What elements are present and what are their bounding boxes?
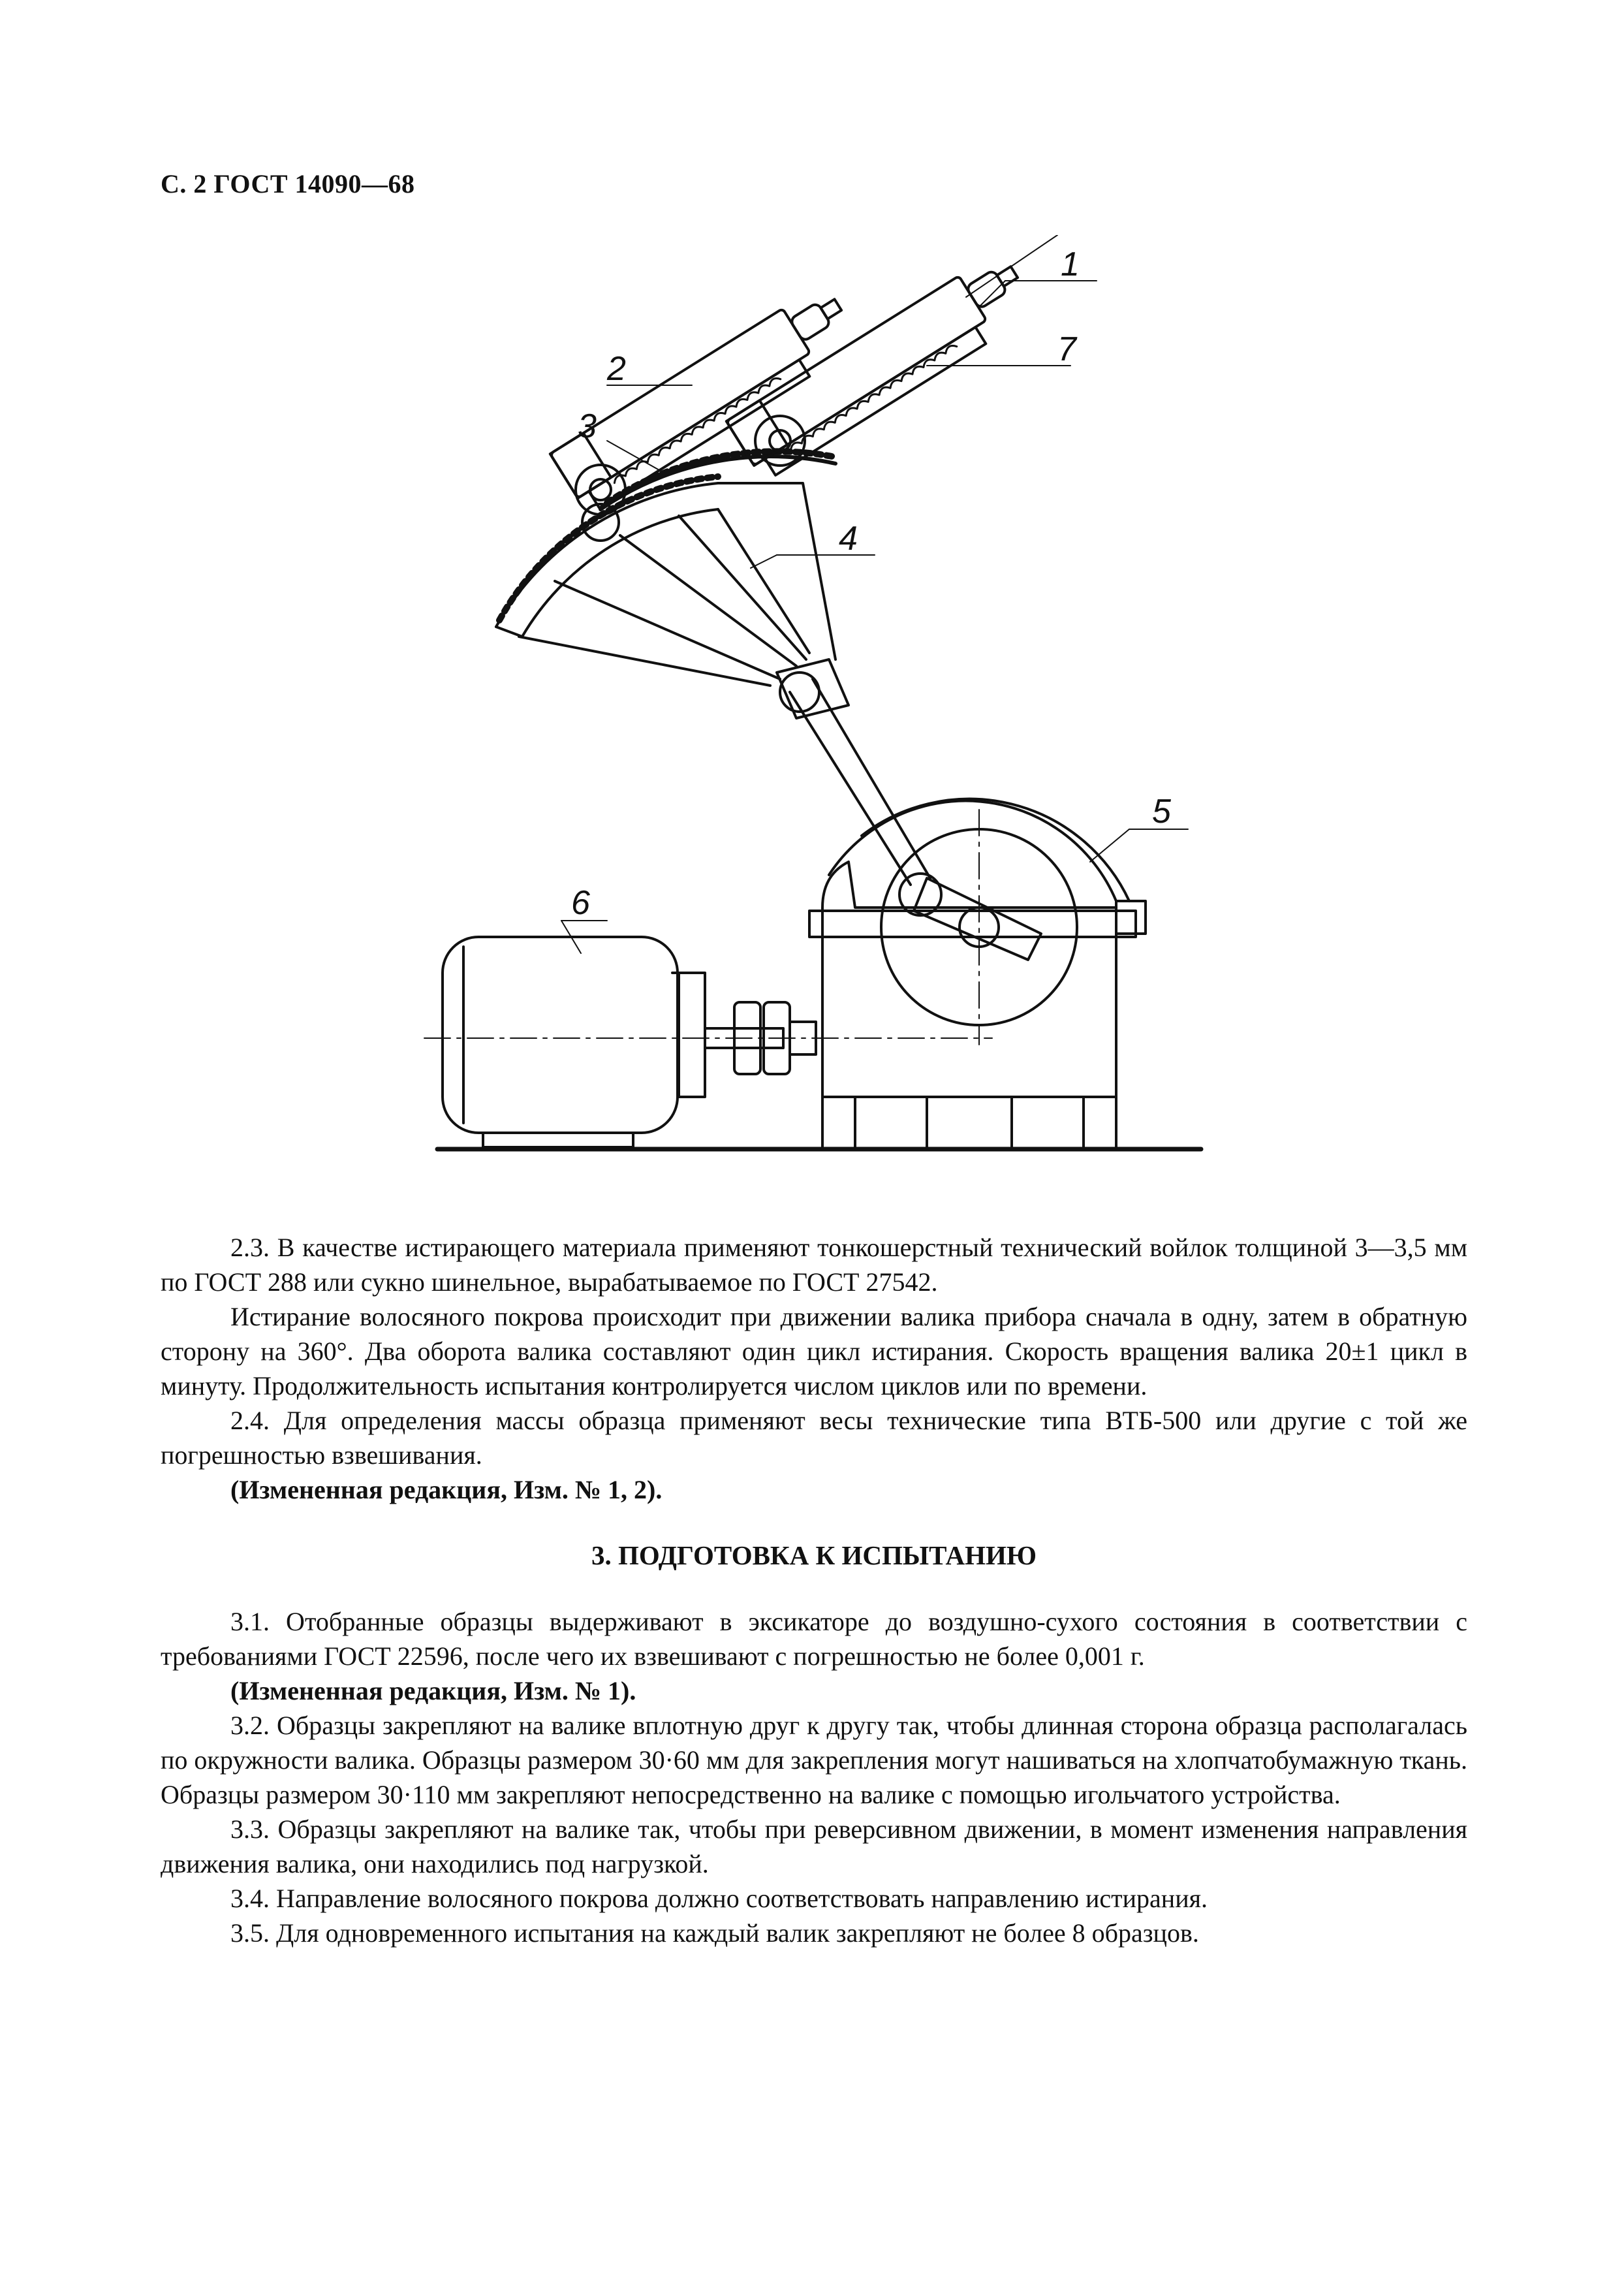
label-7: 7 [1057,330,1076,368]
document-body [161,1230,1467,1950]
label-2: 2 [607,350,626,388]
label-5: 5 [1152,793,1171,831]
label-1: 1 [1061,245,1080,283]
paragraph-3-2: 3.2. Образцы закрепляют на валике вплотную друг к другу так, чтобы длинная сторона образца располагалась по окружности валика. Образцы размером 30·60 мм для закрепления могут нашиваться на хлопчатобумажную ткань. Образцы размером 30·110 мм закрепляют непосредственно на валике с помощью игольчатого устройства. [161,1711,1467,1809]
amendment-note: (Измененная редакция, Изм. № 1). [230,1676,636,1705]
paragraph-2-3-continued: Истирание волосяного покрова происходит при движении валика прибора сначала в одну, затем в обратную сторону на 360°. Два оборота валика составляют один цикл истирания. Скорость вращения валика 20±1 цикл в минуту. Продолжительность испытания контролируется числом циклов или по времени. [161,1302,1467,1401]
paragraph-3-4: 3.4. Направление волосяного покрова должно соответствовать направлению истирания. [230,1884,1208,1913]
section-title: 3. ПОДГОТОВКА К ИСПЫТАНИЮ [591,1540,1037,1570]
paragraph-3-3: 3.3. Образцы закрепляют на валике так, чтобы при реверсивном движении, в момент изменения направления движения валика, они находились под нагрузкой. [161,1814,1467,1878]
apparatus-drawing [405,235,1253,1195]
apparatus-figure [405,235,1253,1195]
paragraph-2-3: 2.3. В качестве истирающего материала применяют тонкошерстный технический войлок толщиной 3—3,5 мм по ГОСТ 288 или сукно шинельное, вырабатываемое по ГОСТ 27542. [161,1233,1467,1297]
label-4: 4 [839,520,858,558]
paragraph-2-4: 2.4. Для определения массы образца применяют весы технические типа ВТБ-500 или другие с той же погрешностью взвешивания. [161,1406,1467,1470]
page-header: С. 2 ГОСТ 14090—68 [161,169,415,198]
paragraph-3-5: 3.5. Для одновременного испытания на каждый валик закрепляют не более 8 образцов. [230,1918,1199,1948]
amendment-note: (Измененная редакция, Изм. № 1, 2). [230,1475,663,1504]
label-6: 6 [571,884,590,922]
label-3: 3 [578,407,597,445]
paragraph-3-1: 3.1. Отобранные образцы выдерживают в эксикаторе до воздушно-сухого состояния в соответствии с требованиями ГОСТ 22596, после чего их взвешивают с погрешностью не более 0,001 г. [161,1607,1467,1671]
